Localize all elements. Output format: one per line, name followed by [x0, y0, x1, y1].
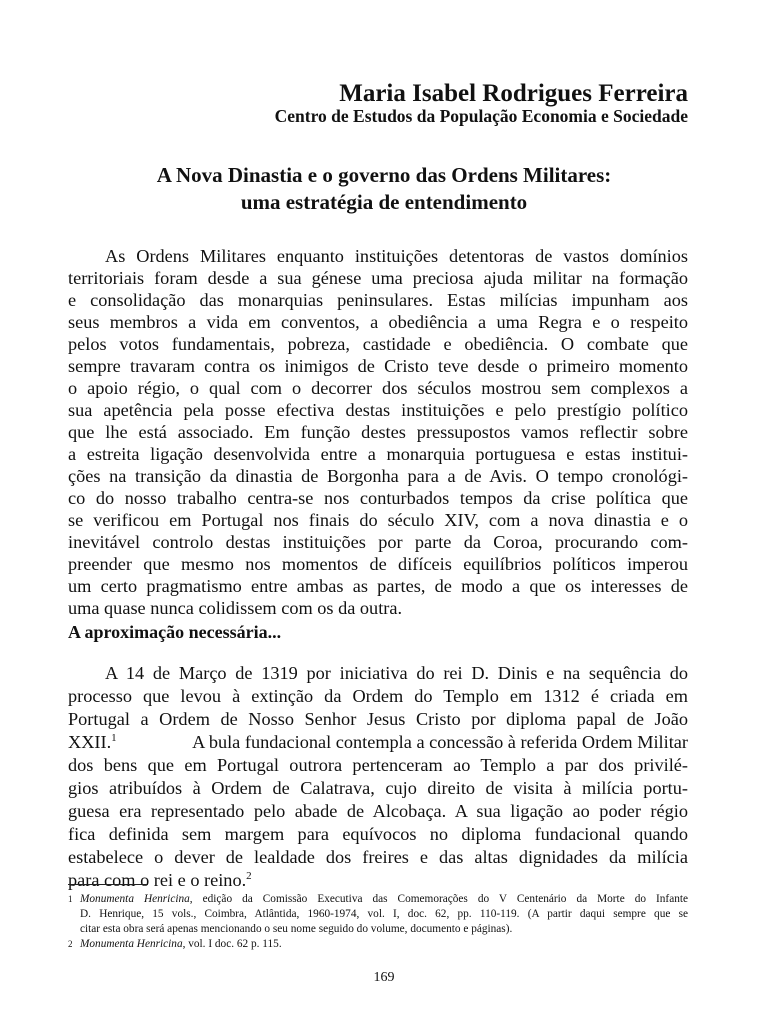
- section-heading: A aproximação necessária...: [68, 622, 282, 642]
- intro-line: uma quase nunca colidissem com os da outra.: [68, 598, 403, 618]
- intro-line: e consolidação das monarquias peninsulares. Estas milícias impunham aos: [68, 290, 688, 310]
- article-title-line-2: uma estratégia de entendimento: [240, 190, 528, 214]
- intro-line: a estreita ligação desenvolvida entre a monarquia portuguesa e estas institui-: [68, 444, 688, 464]
- footnote-1-line: citar esta obra será apenas mencionando o seu nome seguido do volume, documento e páginas).: [80, 923, 513, 935]
- section-line: gios atribuídos à Ordem de Calatrava, cujo direito de visita à milícia portu-: [68, 778, 688, 798]
- author-name: Maria Isabel Rodrigues Ferreira: [339, 80, 688, 107]
- intro-line: inevitável controlo destas instituições por parte da Coroa, procurando com-: [68, 532, 688, 552]
- article-title-line-1: A Nova Dinastia e o governo das Ordens Militares:: [156, 163, 612, 187]
- footnote-1-line: D. Henrique, 15 vols., Coimbra, Atlântida, 1960-1974, vol. I, doc. 62, pp. 110-119. (A partir daqui sempre que se: [80, 908, 688, 920]
- section-line: guesa era representado pelo abade de Alcobaça. A sua ligação ao poder régio: [68, 801, 688, 821]
- section-line: estabelece o dever de lealdade dos freires e das altas dignidades da milícia: [68, 847, 688, 867]
- section-line: para com o rei e o reino.$^2$: [68, 869, 252, 890]
- intro-line: que lhe está associado. Em função destes pressupostos vamos reflectir sobre: [68, 422, 688, 442]
- footnote-1-line: Monumenta Henricina, edição da Comissão Executiva das Comemorações do V Centenário da Morte do Infante: [80, 893, 689, 905]
- section-line: dos bens que em Portugal outrora pertenceram ao Templo a par dos privilé-: [68, 755, 688, 775]
- section-line: Portugal a Ordem de Nosso Senhor Jesus Cristo por diploma papal de João: [68, 709, 688, 729]
- intro-line: se verificou em Portugal nos finais do século XIV, com a nova dinastia e o: [68, 510, 688, 530]
- author-affiliation: Centro de Estudos da População Economia e Sociedade: [274, 106, 688, 126]
- section-line: fica definida sem margem para equívocos no diploma fundacional quando: [68, 824, 688, 844]
- page-number: 169: [373, 970, 395, 985]
- intro-line: preender que mesmo nos momentos de difíceis equilíbrios políticos imperou: [68, 554, 688, 574]
- footnote-1-marker: 1: [68, 894, 73, 904]
- intro-line: co do nosso trabalho centra-se nos conturbados tempos da crise política que: [68, 488, 688, 508]
- section-line-with-footnote: [68, 732, 688, 753]
- footnote-rule: [68, 884, 148, 885]
- intro-line: o apoio régio, o qual com o decorrer dos séculos mostrou sem complexos a: [68, 378, 688, 398]
- section-line: A 14 de Março de 1319 por iniciativa do rei D. Dinis e na sequência do: [105, 663, 688, 683]
- intro-line: territoriais foram desde a sua génese uma preciosa ajuda militar na formação: [68, 268, 688, 288]
- intro-line: sua apetência pela posse efectiva destas instituições e pelo prestígio político: [68, 400, 688, 420]
- intro-line: As Ordens Militares enquanto instituições detentoras de vastos domínios: [105, 246, 688, 266]
- section-line-start: XXII.$^1$: [68, 731, 117, 752]
- footnote-ref-1: 1: [111, 731, 117, 744]
- footnote-2-line: Monumenta Henricina, vol. I doc. 62 p. 115.: [80, 938, 282, 950]
- intro-line: um certo pragmatismo entre ambas as partes, de modo a que os interesses de: [68, 576, 688, 596]
- intro-line: seus membros a vida em conventos, a obediência a uma Regra e o respeito: [68, 312, 688, 332]
- section-line: processo que levou à extinção da Ordem do Templo em 1312 é criada em: [68, 686, 688, 706]
- intro-line: ções na transição da dinastia de Borgonha para a de Avis. O tempo cronológi-: [68, 466, 688, 486]
- section-line-rest: A bula fundacional contempla a concessão à referida Ordem Militar: [192, 732, 688, 752]
- intro-line: sempre travaram contra os inimigos de Cristo teve desde o primeiro momento: [68, 356, 688, 376]
- footnote-ref-2: 2: [246, 869, 252, 882]
- footnote-2-marker: 2: [68, 939, 73, 949]
- intro-line: pelos votos fundamentais, pobreza, castidade e obediência. O combate que: [68, 334, 688, 354]
